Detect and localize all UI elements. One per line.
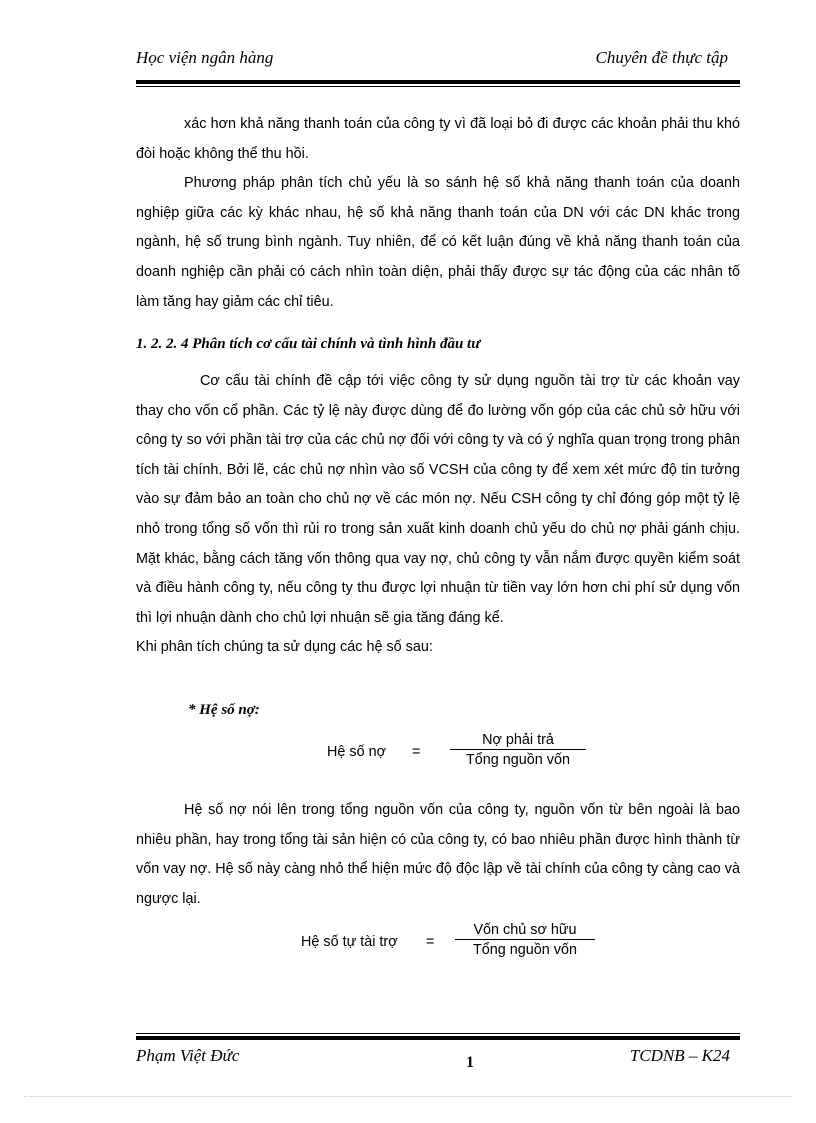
paragraph-continuation: xác hơn khả năng thanh toán của công ty vì đã loại bỏ đi được các khoản phải thu khó đòi hoặc không thể thu hồi. <box>136 116 740 162</box>
footer-class: TCDNB – K24 <box>629 1046 730 1065</box>
formula2-numerator: Vốn chủ sơ hữu <box>473 922 577 938</box>
paragraph-method: Phương pháp phân tích chủ yếu là so sánh hệ số khả năng thanh toán của doanh nghiệp giữa các kỳ khác nhau, hệ số khả năng thanh toán của DN với các DN khác trong ngành, hệ số trung bình ngành. Tuy nhiên, để có kết luận đúng về khả năng thanh toán của doanh nghiệp cần phải có cách nhìn toàn diện, phải thấy được sự tác động của các nhân tố làm tăng hay giảm các chỉ tiêu. <box>136 175 740 310</box>
header-left: Học viện ngân hàng <box>136 48 274 67</box>
header-rule-thin <box>136 86 740 87</box>
section-heading: 1. 2. 2. 4 Phân tích cơ cấu tài chính và tình hình đầu tư <box>136 336 481 352</box>
body-top <box>136 110 740 317</box>
page-edge-dotted-line <box>24 1096 792 1097</box>
header-right: Chuyên đề thực tập <box>595 48 728 67</box>
footer-rule-thin <box>136 1033 740 1034</box>
paragraph-debt: Hệ số nợ nói lên trong tổng nguồn vốn của công ty, nguồn vốn từ bên ngoài là bao nhiêu phần, hay trong tổng tài sản hiện có của công ty, có bao nhiêu phần được hình thành từ vốn vay nợ. Hệ số này càng nhỏ thể hiện mức độ độc lập về tài chính của công ty càng cao và ngược lại. <box>136 802 740 907</box>
formula2-fraction <box>455 922 595 958</box>
footer-author: Phạm Việt Đức <box>136 1046 240 1065</box>
body-debt <box>136 796 740 914</box>
header-rule-thick <box>136 80 740 84</box>
formula2-fraction-bar <box>455 939 595 940</box>
formula1-numerator: Nợ phải trả <box>482 732 554 748</box>
page-number: 1 <box>466 1054 474 1071</box>
paragraph-structure: Cơ cấu tài chính đề cập tới việc công ty sử dụng nguồn tài trợ từ các khoản vay thay cho vốn cổ phần. Các tỷ lệ này được dùng để đo lường vốn góp của các chủ sở hữu với công ty so với phần tài trợ của các chủ nợ đối với công ty và có ý nghĩa quan trọng trong phân tích tài chính. Bởi lẽ, các chủ nợ nhìn vào số VCSH của công ty để xem xét mức độ tin tưởng vào sự đảm bảo an toàn cho chủ nợ về các món nợ. Nếu CSH công ty chỉ đóng góp một tỷ lệ nhỏ trong tổng số vốn thì rủi ro trong sản xuất kinh doanh chủ yếu do chủ nợ phải gánh chịu. Mặt khác, bằng cách tăng vốn thông qua vay nợ, chủ công ty vẫn nắm được quyền kiểm soát và điều hành công ty, nếu công ty thu được lợi nhuận từ tiền vay lớn hơn chi phí sử dụng vốn thì lợi nhuận dành cho chủ lợi nhuận sẽ gia tăng đáng kể. <box>136 373 740 626</box>
formula2-equals: = <box>426 934 435 950</box>
formula1-fraction-bar <box>450 749 586 750</box>
formula1-denominator: Tổng nguồn vốn <box>465 752 571 768</box>
formula1-fraction <box>450 732 586 768</box>
formula2-denominator: Tổng nguồn vốn <box>472 942 578 958</box>
formula1-equals: = <box>412 744 421 760</box>
intro-line: Khi phân tích chúng ta sử dụng các hệ số sau: <box>136 639 433 656</box>
formula2-lhs: Hệ số tự tài trợ <box>301 934 398 950</box>
body-structure <box>136 367 740 663</box>
footer-rule-thick <box>136 1036 740 1040</box>
subheading-debt-ratio: * Hệ số nợ: <box>188 702 260 718</box>
formula1-lhs: Hệ số nợ <box>327 744 387 760</box>
